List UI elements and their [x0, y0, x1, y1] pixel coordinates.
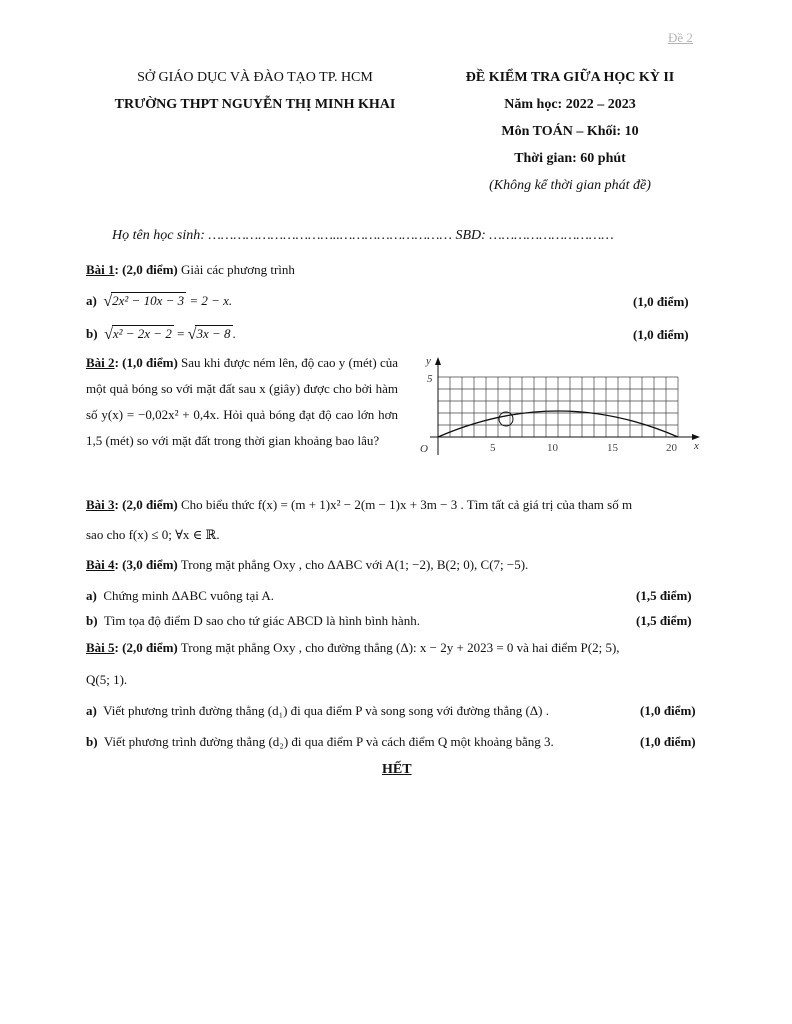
department-name: SỞ GIÁO DỤC VÀ ĐÀO TẠO TP. HCM [137, 70, 373, 85]
bai5-a-label: a) [86, 703, 97, 718]
bai5-part-a [86, 702, 549, 720]
student-name-label: Họ tên học sinh: …………………………..……………………… [112, 228, 452, 243]
duration-note: (Không kể thời gian phát đề) [489, 178, 651, 193]
y-axis-label: y [426, 355, 431, 367]
bai4-points: : (3,0 điểm) [114, 557, 178, 572]
bai4-a-score: (1,5 điểm) [636, 588, 692, 603]
bai2-text: Sau khi được ném lên, độ cao y (mét) của một quả bóng so với mặt đất sau x (giây) được cho bởi hàm số y(x) = −0,02x² + 0,4x. Hỏi quả bóng đạt độ cao lớn hơn 1,5 (mét) so với mặt đất trong thời gian khoảng bao lâu? [86, 355, 398, 448]
sqrt-symbol: √ [103, 293, 113, 310]
student-info-line [112, 228, 614, 244]
bai1-a-radicand: 2x² − 10x − 3 [112, 293, 185, 308]
bai1-points: : (2,0 điểm) [114, 262, 178, 277]
header-right [440, 64, 700, 199]
bai5-part-b [86, 733, 554, 751]
bai5-text-1: Trong mặt phẳng Oxy , cho đường thẳng (Δ): x − 2y + 2023 = 0 và hai điểm P(2; 5), [180, 640, 620, 655]
ball-icon [499, 412, 513, 426]
bai1-b-radicand-1: x² − 2x − 2 [112, 326, 172, 341]
bai3-title: Bài 3 [86, 497, 115, 512]
school-name: TRƯỜNG THPT NGUYỄN THỊ MINH KHAI [114, 97, 396, 112]
bai5-b-score: (1,0 điểm) [640, 734, 696, 749]
exam-duration: Thời gian: 60 phút [514, 151, 626, 166]
y-axis-arrow [435, 357, 441, 365]
bai4-b-text: Tìm tọa độ điểm D sao cho tứ giác ABCD là hình bình hành. [103, 613, 420, 628]
bai4-a-text: Chứng minh ΔABC vuông tại A. [103, 588, 275, 603]
bai4-heading [86, 556, 528, 574]
bai5-points: : (2,0 điểm) [114, 640, 178, 655]
bai1-b-end: . [232, 326, 236, 341]
bai5-b-label: b) [86, 734, 98, 749]
sqrt-symbol: √ [187, 326, 197, 343]
bai4-b-score: (1,5 điểm) [636, 613, 692, 628]
bai3-line-1 [86, 496, 632, 514]
exam-version-label: Đề 2 [668, 30, 693, 45]
bai5-line-1 [86, 639, 620, 657]
bai3-line-2: sao cho f(x) ≤ 0; ∀x ∈ ℝ. [86, 527, 220, 542]
header-left [90, 64, 420, 118]
bai5-a-text: Viết phương trình đường thẳng (d₁) đi qua điểm P và song song với đường thẳng (Δ) . [103, 703, 549, 718]
bai2-points: : (1,0 điểm) [114, 355, 178, 370]
y-tick-label: 5 [427, 373, 433, 385]
bai1-b-radicand-2: 3x − 8 [196, 326, 231, 341]
graph-grid [438, 377, 678, 437]
end-marker: HẾT [382, 762, 412, 777]
bai2-title: Bài 2 [86, 355, 115, 370]
sqrt-symbol: √ [104, 326, 113, 343]
bai5-b-text: Viết phương trình đường thẳng (d₂) đi qua điểm P và cách điểm Q một khoảng bằng 3. [103, 734, 554, 749]
bai1-part-b [86, 325, 236, 344]
parabola-graph [408, 355, 702, 465]
bai2-paragraph [86, 350, 398, 454]
bai4-part-a [86, 587, 274, 605]
bai1-heading [86, 261, 295, 279]
exam-title: ĐỀ KIỂM TRA GIỮA HỌC KỲ II [465, 70, 675, 85]
bai1-b-score: (1,0 điểm) [633, 327, 689, 342]
bai4-a-label: a) [86, 588, 97, 603]
bai1-title: Bài 1 [86, 262, 115, 277]
student-id-label: SBD: ………………………… [455, 228, 614, 243]
x-axis-label: x [694, 440, 699, 452]
subject-grade: Môn TOÁN – Khối: 10 [501, 124, 639, 139]
x-tick-label: 20 [666, 442, 677, 454]
bai1-b-label: b) [86, 326, 98, 341]
bai1-a-score: (1,0 điểm) [633, 294, 689, 309]
x-tick-label: 10 [547, 442, 558, 454]
bai5-title: Bài 5 [86, 640, 115, 655]
origin-label: O [420, 443, 428, 455]
x-tick-label: 15 [607, 442, 618, 454]
bai1-a-label: a) [86, 293, 97, 308]
bai1-part-a [86, 292, 232, 311]
school-year: Năm học: 2022 – 2023 [504, 97, 636, 112]
bai3-points: : (2,0 điểm) [114, 497, 178, 512]
bai5-a-score: (1,0 điểm) [640, 703, 696, 718]
bai1-b-equals: = [177, 326, 185, 341]
bai5-line-2: Q(5; 1). [86, 672, 128, 687]
bai3-text-1: Cho biểu thức f(x) = (m + 1)x² − 2(m − 1)x + 3m − 3 . Tìm tất cả giá trị của tham số m [180, 497, 633, 512]
bai4-part-b [86, 612, 420, 630]
bai1-desc: Giải các phương trình [180, 262, 295, 277]
bai1-a-rhs: = 2 − x. [189, 293, 233, 308]
x-tick-label: 5 [490, 442, 496, 454]
bai4-b-label: b) [86, 613, 98, 628]
bai4-title: Bài 4 [86, 557, 115, 572]
bai4-desc: Trong mặt phẳng Oxy , cho ΔABC với A(1; −2), B(2; 0), C(7; −5). [180, 557, 529, 572]
